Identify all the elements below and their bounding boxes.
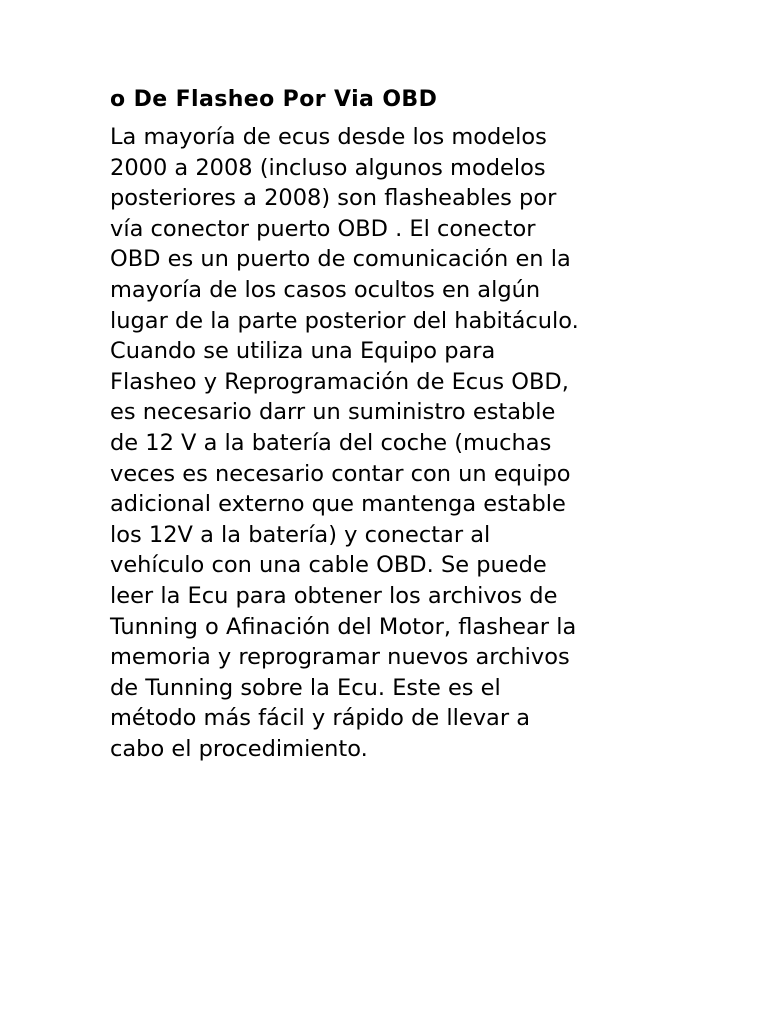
paragraph-line: Tunning o Afinación del Motor, flashear la — [110, 613, 577, 640]
document-heading: o De Flasheo Por Via OBD — [110, 87, 438, 112]
paragraph-line: vía conector puerto OBD . El conector — [110, 215, 536, 242]
paragraph-line: posteriores a 2008) son flasheables por — [110, 185, 557, 212]
paragraph-line: es necesario darr un suministro estable — [110, 399, 556, 426]
paragraph-line: método más fácil y rápido de llevar a — [110, 705, 531, 732]
paragraph-line: leer la Ecu para obtener los archivos de — [110, 582, 558, 609]
paragraph-line: adicional externo que mantenga estable — [110, 491, 566, 518]
paragraph-line: OBD es un puerto de comunicación en la — [110, 246, 571, 273]
paragraph-line: Cuando se utiliza una Equipo para — [110, 338, 496, 365]
paragraph-line: mayoría de los casos ocultos en algún — [110, 276, 541, 303]
paragraph-line: La mayoría de ecus desde los modelos — [110, 124, 547, 150]
paragraph-line: de 12 V a la batería del coche (muchas — [110, 429, 552, 456]
paragraph-line: veces es necesario contar con un equipo — [110, 460, 571, 487]
paragraph-line: cabo el procedimiento. — [110, 735, 368, 762]
paragraph-line: 2000 a 2008 (incluso algunos modelos — [110, 154, 546, 181]
paragraph-line: los 12V a la batería) y conectar al — [110, 521, 491, 548]
paragraph-line: Flasheo y Reprogramación de Ecus OBD, — [110, 368, 569, 395]
document-content — [110, 86, 670, 764]
paragraph-line: memoria y reprogramar nuevos archivos — [110, 644, 570, 671]
document-paragraph — [110, 122, 670, 764]
paragraph-line: lugar de la parte posterior del habitáculo. — [110, 307, 579, 334]
paragraph-line: de Tunning sobre la Ecu. Este es el — [110, 674, 501, 701]
paragraph-line: vehículo con una cable OBD. Se puede — [110, 552, 547, 579]
